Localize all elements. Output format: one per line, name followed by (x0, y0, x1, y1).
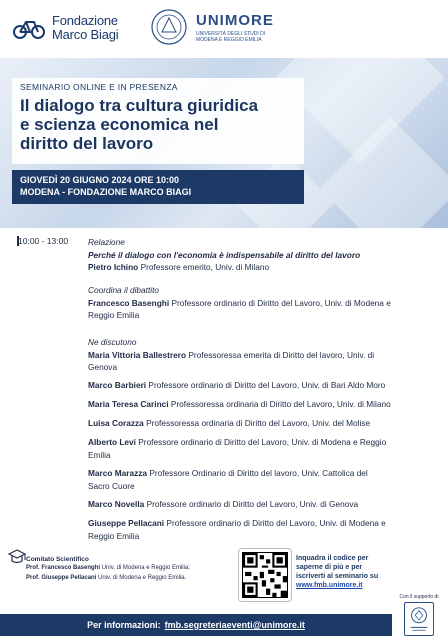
relazione-label: Relazione (88, 237, 125, 247)
fmb-name-line1: Fondazione (52, 13, 118, 28)
graduation-cap-icon (8, 548, 26, 572)
event-place: MODENA - FONDAZIONE MARCO BIAGI (20, 187, 192, 197)
speaker-role: Professore Ordinario di Diritto del lavoro, Univ. Cattolica del (149, 468, 368, 478)
info-bar (0, 614, 392, 636)
speaker-basenghi (88, 297, 428, 310)
qr-line: saperne di più e per (296, 564, 363, 571)
info-label: Per informazioni: (87, 620, 161, 630)
speaker-name: Marco Barbieri (88, 380, 147, 390)
speaker-role: Professore ordinario di Diritto del Lavoro, Univ. di Modena e (171, 297, 391, 308)
event-title-line1: Il dialogo tra cultura giuridica (20, 96, 259, 115)
discutono-label: Ne discutono (88, 337, 137, 347)
speaker-marazza (88, 467, 428, 492)
member-name: Prof. Francesco Basenghi (26, 565, 101, 571)
speaker-role: Professore ordinario di Diritto del Lavoro, Univ. di Genova (146, 499, 359, 509)
speaker-role: Professore ordinario di Diritto del Lavoro, Univ. di Modena e (166, 518, 386, 528)
speaker-carinci (88, 398, 428, 411)
fondazione-marco-biagi-logo (12, 14, 118, 42)
qr-code-icon[interactable] (242, 552, 288, 598)
comitato-member (26, 564, 236, 573)
discutono-block (88, 336, 428, 374)
member-name: Prof. Giuseppe Pellacani (26, 575, 97, 581)
speaker-role-cont: Sacro Cuore (88, 480, 135, 491)
event-title (20, 96, 296, 153)
speaker-role-cont: Reggio Emilia (88, 310, 140, 320)
speaker-ballestrero (88, 349, 428, 362)
support-section (394, 594, 444, 641)
relazione-title: Perché il dialogo con l'economia è indispensabile al diritto del lavoro (88, 249, 361, 260)
event-type: SEMINARIO ONLINE E IN PRESENZA (20, 82, 178, 92)
speaker-levi (88, 436, 428, 461)
comitato-title: Comitato Scientifico (26, 556, 89, 563)
header (0, 0, 448, 58)
relazione-block (88, 236, 428, 274)
qr-line: Inquadra il codice per (296, 555, 369, 562)
speaker-barbieri (88, 379, 428, 392)
speaker-role: Professoressa emerita di Diritto del lavoro, Univ. di (188, 349, 375, 360)
unimore-subtitle: UNIVERSITÀ DEGLI STUDI DI MODENA E REGGIO EMILIA (196, 31, 266, 43)
coordina-block (88, 284, 428, 322)
member-role: Univ. di Modena e Reggio Emilia. (98, 575, 187, 581)
speaker-role-cont: Genova (88, 362, 118, 372)
info-email-link[interactable]: fmb.segreteriaeventi@unimore.it (164, 620, 305, 630)
speaker-name: Maria Teresa Carinci (88, 399, 169, 409)
fmb-name-line2: Marco Biagi (52, 27, 119, 42)
speaker-name: Pietro Ichino (88, 262, 139, 272)
hero-title-card (12, 78, 304, 164)
coordina-label: Coordina il dibattito (88, 285, 160, 295)
speaker-role: Professoressa ordinaria di Diritto del Lavoro, Univ. di Milano (170, 399, 391, 409)
unimore-seal-icon (150, 8, 188, 46)
event-date: GIOVEDÌ 20 GIUGNO 2024 ORE 10:00 (20, 175, 180, 185)
event-title-line3: diritto del lavoro (20, 134, 154, 153)
speaker-role-cont: Reggio Emilia (88, 530, 140, 541)
comitato-member (26, 574, 236, 583)
speaker-name: Marco Marazza (88, 468, 148, 478)
speaker-name: Francesco Basenghi (88, 297, 170, 308)
qr-instructions (296, 554, 396, 590)
website-link[interactable]: www.fmb.unimore.it (296, 582, 363, 589)
speaker-pellacani (88, 517, 428, 542)
speaker-role: Professore ordinario di Diritto del Lavoro, Univ. di Bari Aldo Moro (148, 380, 386, 390)
speaker-name: Maria Vittoria Ballestrero (88, 349, 187, 360)
speaker-ichino (88, 261, 428, 274)
speaker-name: Marco Novella (88, 499, 145, 509)
speaker-novella (88, 498, 428, 511)
speaker-corazza (88, 417, 428, 430)
speaker-name: Alberto Levi (88, 437, 136, 447)
speaker-role: Professore emerito, Univ. di Milano (140, 262, 270, 272)
unimore-name: UNIMORE (196, 12, 274, 29)
speaker-role: Professore ordinario di Diritto del Lavoro, Univ. di Modena e Reggio (138, 437, 387, 447)
speaker-role-cont: Emilia (88, 449, 111, 460)
event-date-band (12, 170, 304, 204)
support-label: Con il supporto di (399, 594, 439, 600)
event-time: 10:00 - 13:00 (18, 236, 69, 246)
event-title-line2: e scienza economica nel (20, 115, 219, 134)
speaker-role: Professoressa ordinaria di Diritto del Lavoro, Univ. del Molise (146, 418, 371, 428)
member-role: Univ. di Modena e Reggio Emilia; (101, 565, 190, 571)
bicycle-icon (12, 16, 46, 40)
fondazione-modena-logo-icon (404, 602, 434, 636)
speaker-name: Luisa Corazza (88, 418, 144, 428)
qr-line: iscriverti al seminario su (296, 573, 379, 580)
hero-banner (0, 58, 448, 228)
speaker-name: Giuseppe Pellacani (88, 518, 165, 528)
